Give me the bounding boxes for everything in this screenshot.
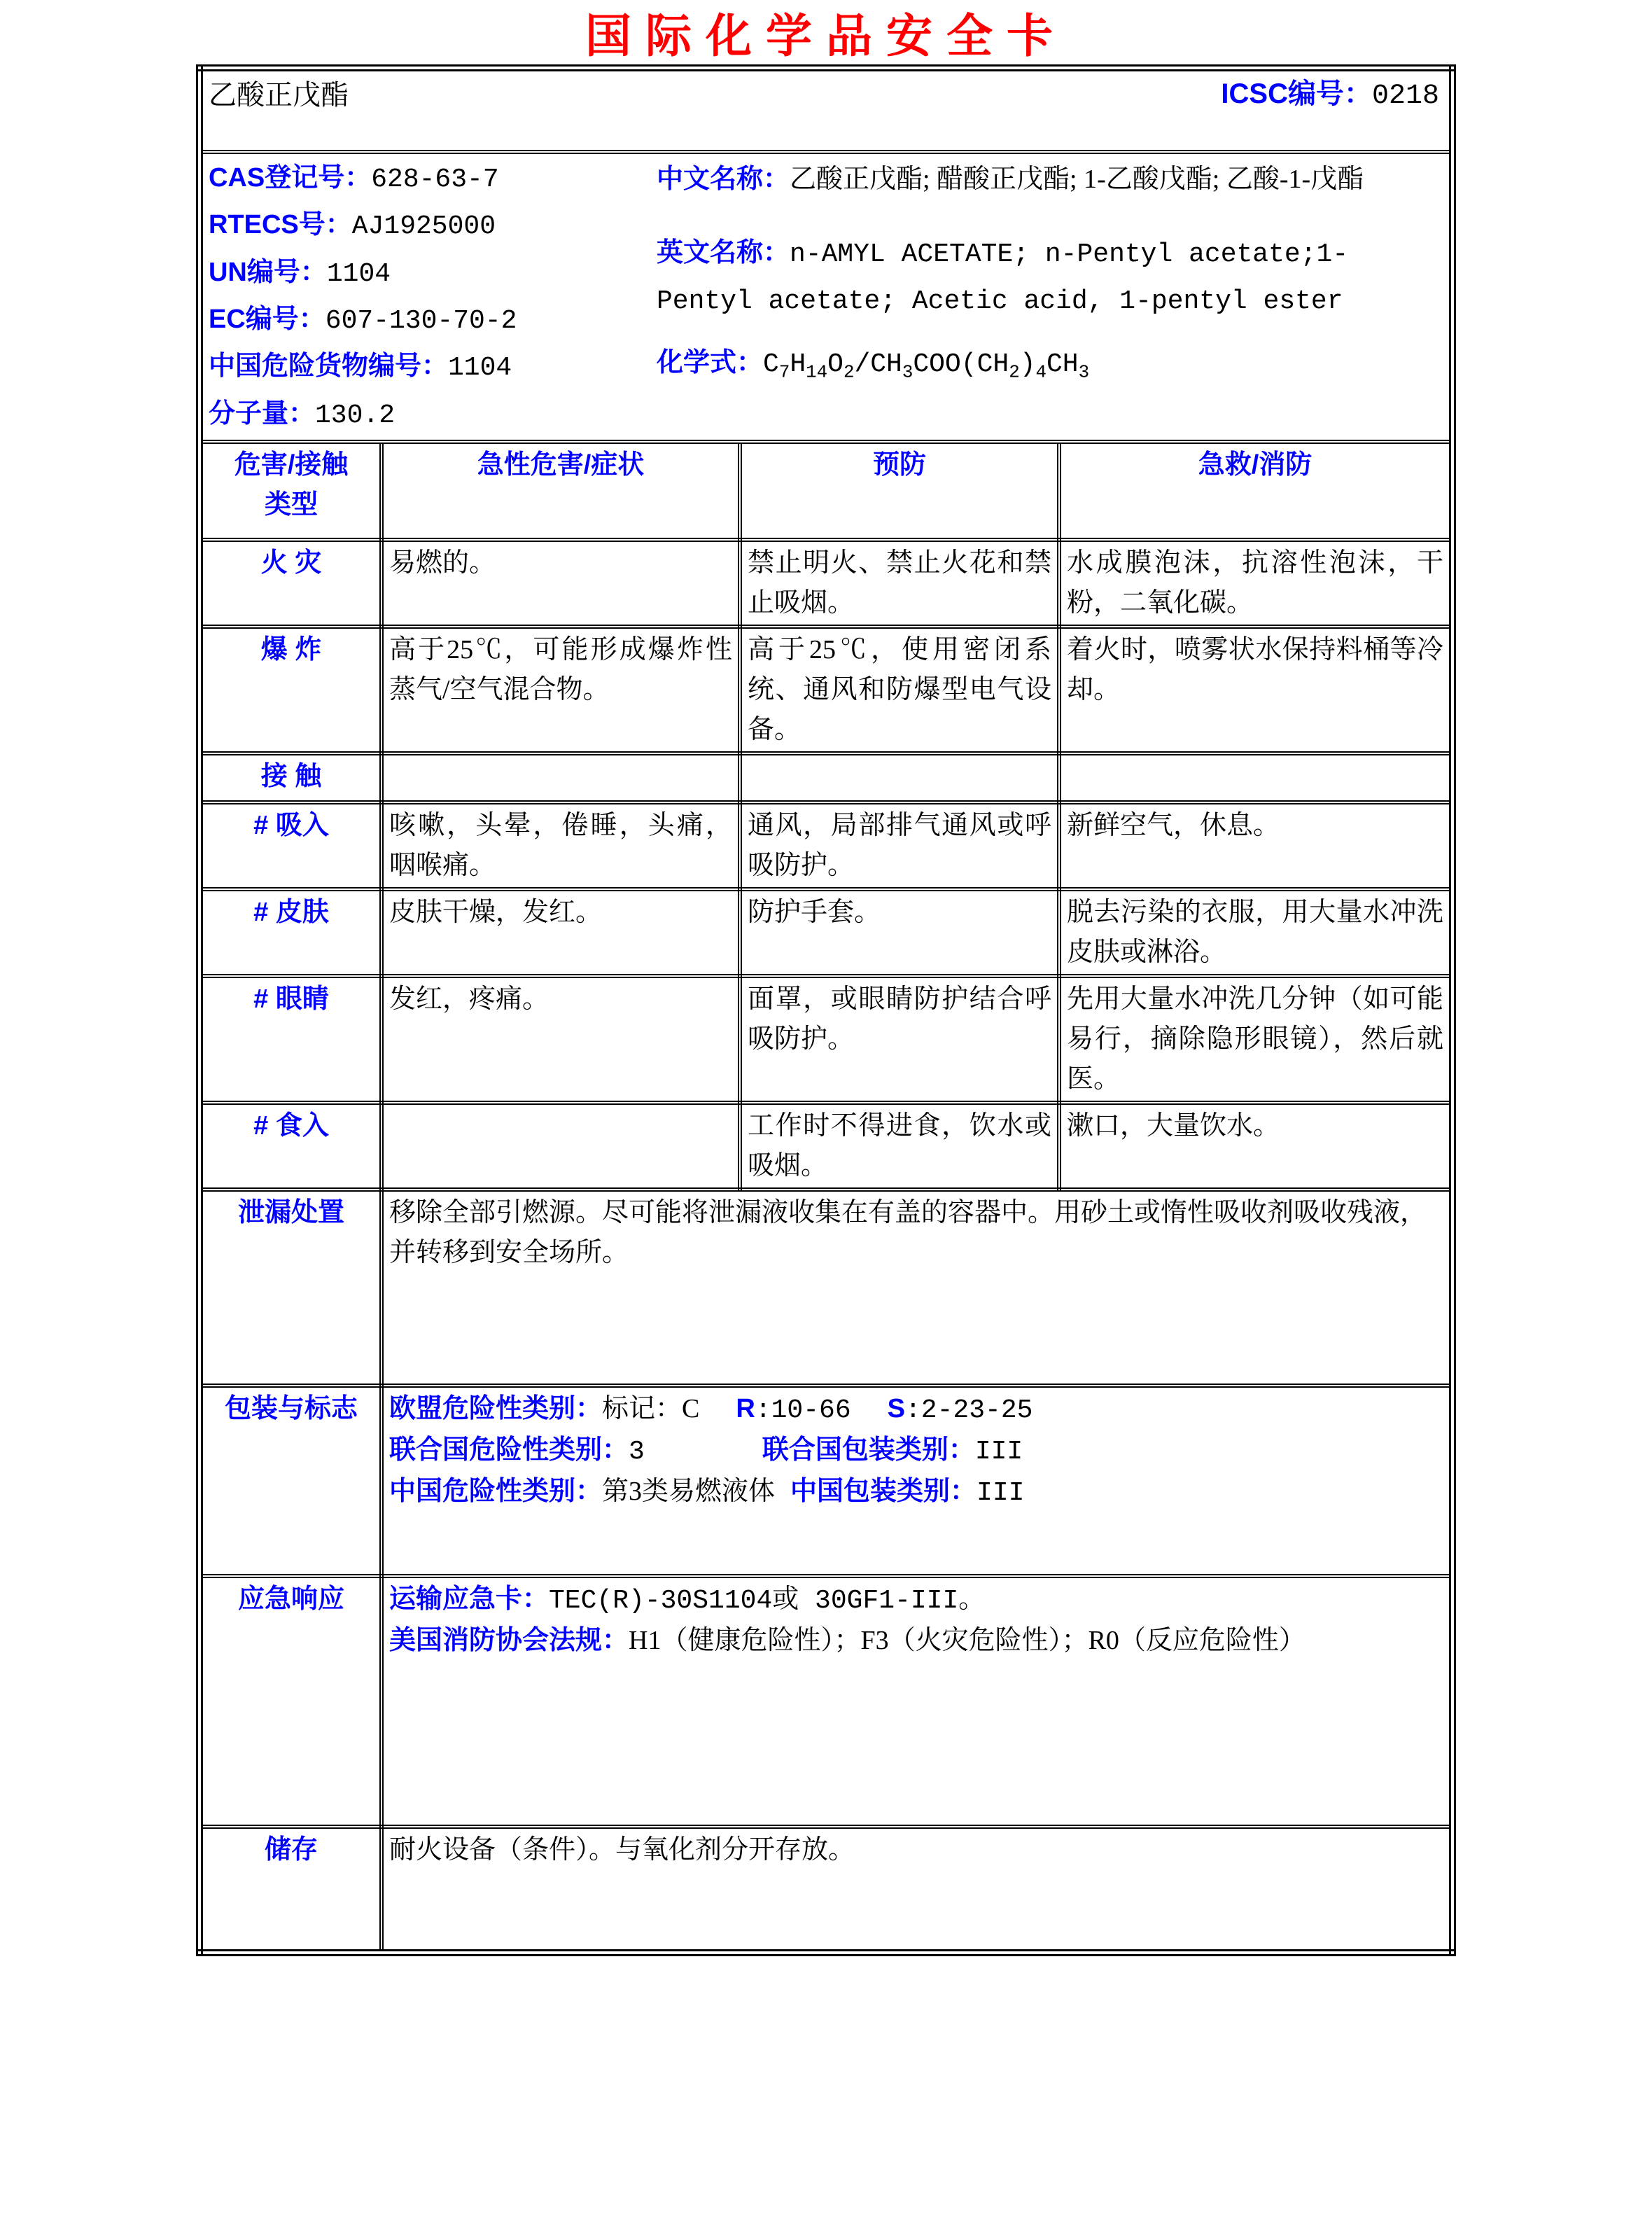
cas-label: CAS登记号： — [208, 163, 372, 193]
china-dg-value: 1104 — [448, 353, 512, 384]
emergency-row — [200, 1576, 1452, 1827]
packaging-label: 包装与标志 — [200, 1386, 382, 1576]
hazard-row-fire — [200, 540, 1452, 627]
icsc-label: ICSC编号： — [1221, 78, 1372, 109]
icsc-number-field — [1221, 73, 1443, 118]
hazard-row-contact — [200, 753, 1452, 802]
cn-pack-value: III — [976, 1478, 1025, 1509]
eu-class-label: 欧盟危险性类别： — [388, 1394, 602, 1424]
hazard-firstaid-cell: 新鲜空气，休息。 — [1059, 802, 1452, 889]
cn-class-label: 中国危险性类别： — [388, 1477, 602, 1507]
page-title: 国际化学品安全卡 — [585, 10, 1067, 62]
molweight-label: 分子量： — [208, 398, 315, 428]
hazard-prevention-cell: 禁止明火、禁止火花和禁止吸烟。 — [740, 540, 1059, 627]
english-name-line — [657, 230, 1443, 325]
un-pack-label: 联合国包装类别： — [762, 1435, 975, 1465]
hazard-header-type-line1: 危害/接触 — [234, 450, 349, 480]
storage-row — [200, 1827, 1452, 1953]
r-phrase-value: :10-66 — [755, 1395, 851, 1426]
rtecs-label: RTECS号： — [208, 210, 352, 240]
transport-card-value: TEC(R)-30S1104或 30GF1-III。 — [549, 1586, 986, 1617]
hazard-row-eyes — [200, 976, 1452, 1103]
hazard-type-cell: 爆 炸 — [200, 627, 382, 753]
packaging-row — [200, 1386, 1452, 1576]
identifier-item-un — [209, 250, 657, 297]
english-name-value: n-AMYL ACETATE; n-Pentyl acetate;1-Pentyl acetate; Acetic acid, 1-pentyl ester — [656, 239, 1349, 317]
hazard-header-row — [200, 442, 1452, 540]
identifier-item-cas — [209, 155, 657, 202]
hazard-type-cell: # 食入 — [200, 1103, 382, 1190]
hazard-type-cell: 接 触 — [200, 753, 382, 802]
chinese-name-line — [657, 157, 1443, 202]
spill-row — [200, 1190, 1452, 1386]
hazard-symptoms-cell — [382, 1103, 740, 1190]
hazard-symptoms-cell: 咳嗽，头晕，倦睡，头痛，咽喉痛。 — [382, 802, 740, 889]
eu-class-line — [389, 1389, 1443, 1430]
hazard-firstaid-cell: 先用大量水冲洗几分钟（如可能易行，摘除隐形眼镜），然后就医。 — [1059, 976, 1452, 1103]
un-value: 1104 — [326, 258, 391, 289]
substance-name: 乙酸正戊酯 — [208, 79, 349, 111]
identifier-list — [209, 155, 657, 438]
hazard-firstaid-cell — [1059, 753, 1452, 802]
hazard-prevention-cell — [740, 753, 1059, 802]
cn-pack-label: 中国包装类别： — [790, 1477, 977, 1507]
hazard-type-cell: # 吸入 — [200, 802, 382, 889]
eu-class-mark: 标记：C — [602, 1394, 700, 1424]
un-class-value: 3 — [629, 1437, 645, 1468]
cn-class-value: 第3类易燃液体 — [602, 1477, 776, 1507]
hazard-type-cell: # 眼睛 — [200, 976, 382, 1103]
hazard-header-symptoms: 急性危害/症状 — [382, 442, 740, 540]
nfpa-value: H1（健康危险性）；F3（火灾危险性）；R0（反应危险性） — [629, 1626, 1306, 1656]
s-phrase-value: :2-23-25 — [905, 1395, 1033, 1426]
hazard-prevention-cell: 通风，局部排气通风或呼吸防护。 — [740, 802, 1059, 889]
ec-label: EC编号： — [208, 305, 326, 335]
formula-line — [657, 340, 1443, 388]
chinese-name-value: 乙酸正戊酯; 醋酸正戊酯; 1-乙酸戊酯; 乙酸-1-戊酯 — [790, 165, 1364, 194]
hazard-firstaid-cell: 水成膜泡沫，抗溶性泡沫，干粉，二氧化碳。 — [1059, 540, 1452, 627]
formula-value: $C_7H_{14}O_2/CH_3COO(CH_2)_4CH_3$ — [763, 349, 1090, 383]
hazard-row-skin — [200, 889, 1452, 976]
ec-value: 607-130-70-2 — [325, 306, 517, 337]
china-dg-label: 中国危险货物编号： — [208, 351, 448, 382]
emergency-label: 应急响应 — [200, 1576, 382, 1827]
molweight-value: 130.2 — [315, 400, 396, 431]
r-phrase-label: R — [736, 1394, 755, 1424]
hazard-symptoms-cell: 高于25℃，可能形成爆炸性蒸气/空气混合物。 — [382, 627, 740, 753]
icsc-card-table — [196, 64, 1456, 1956]
hazard-type-cell: 火 灾 — [200, 540, 382, 627]
hazard-prevention-cell: 高于25℃，使用密闭系统、通风和防爆型电气设备。 — [740, 627, 1059, 753]
hazard-firstaid-cell: 着火时，喷雾状水保持料桶等冷却。 — [1059, 627, 1452, 753]
hazard-row-ingestion — [200, 1103, 1452, 1190]
hazard-symptoms-cell: 皮肤干燥，发红。 — [382, 889, 740, 976]
storage-label: 储存 — [200, 1827, 382, 1953]
hazard-header-type-line2: 类型 — [264, 490, 318, 520]
hazard-symptoms-cell: 易燃的。 — [382, 540, 740, 627]
nfpa-line — [389, 1621, 1443, 1661]
storage-text-cell: 耐火设备（条件）。与氧化剂分开存放。 — [382, 1827, 1452, 1953]
hazard-symptoms-cell — [382, 753, 740, 802]
s-phrase-label: S — [887, 1394, 905, 1424]
substance-row — [200, 68, 1452, 152]
identifier-item-ec — [209, 297, 657, 344]
chinese-name-label: 中文名称： — [656, 165, 790, 194]
un-class-line — [389, 1430, 1443, 1472]
english-name-label: 英文名称： — [656, 237, 790, 267]
hazard-prevention-cell: 防护手套。 — [740, 889, 1059, 976]
hazard-header-prevention: 预防 — [740, 442, 1059, 540]
hazard-prevention-cell: 工作时不得进食，饮水或吸烟。 — [740, 1103, 1059, 1190]
identity-row — [200, 152, 1452, 442]
name-block — [657, 155, 1443, 387]
identity-row-cell — [200, 152, 1452, 442]
hazard-firstaid-cell: 漱口，大量饮水。 — [1059, 1103, 1452, 1190]
transport-card-line — [389, 1580, 1443, 1621]
transport-card-label: 运输应急卡： — [388, 1584, 549, 1615]
spill-label: 泄漏处置 — [200, 1190, 382, 1386]
hazard-symptoms-cell: 发红，疼痛。 — [382, 976, 740, 1103]
identifier-item-rtecs — [209, 202, 657, 249]
hazard-header-type — [200, 442, 382, 540]
hazard-row-explosion — [200, 627, 1452, 753]
hazard-header-firstaid: 急救/消防 — [1059, 442, 1452, 540]
hazard-prevention-cell: 面罩，或眼睛防护结合呼吸防护。 — [740, 976, 1059, 1103]
hazard-row-inhalation — [200, 802, 1452, 889]
hazard-type-cell: # 皮肤 — [200, 889, 382, 976]
cas-value: 628-63-7 — [371, 165, 499, 195]
icsc-value: 0218 — [1372, 81, 1440, 112]
un-class-label: 联合国危险性类别： — [388, 1435, 629, 1465]
substance-row-cell — [200, 68, 1452, 152]
formula-label: 化学式： — [656, 347, 763, 377]
identifier-item-molweight — [209, 391, 657, 438]
un-label: UN编号： — [208, 257, 327, 287]
identifier-item-china-dg — [209, 344, 657, 391]
hazard-firstaid-cell: 脱去污染的衣服，用大量水冲洗皮肤或淋浴。 — [1059, 889, 1452, 976]
emergency-text-cell — [382, 1576, 1452, 1827]
cn-class-line — [389, 1472, 1443, 1513]
packaging-text-cell — [382, 1386, 1452, 1576]
spill-text-cell: 移除全部引燃源。尽可能将泄漏液收集在有盖的容器中。用砂土或惰性吸收剂吸收残液，并转移到安全场所。 — [382, 1190, 1452, 1386]
un-pack-value: III — [974, 1437, 1023, 1468]
nfpa-label: 美国消防协会法规： — [388, 1626, 629, 1656]
rtecs-value: AJ1925000 — [351, 211, 496, 242]
